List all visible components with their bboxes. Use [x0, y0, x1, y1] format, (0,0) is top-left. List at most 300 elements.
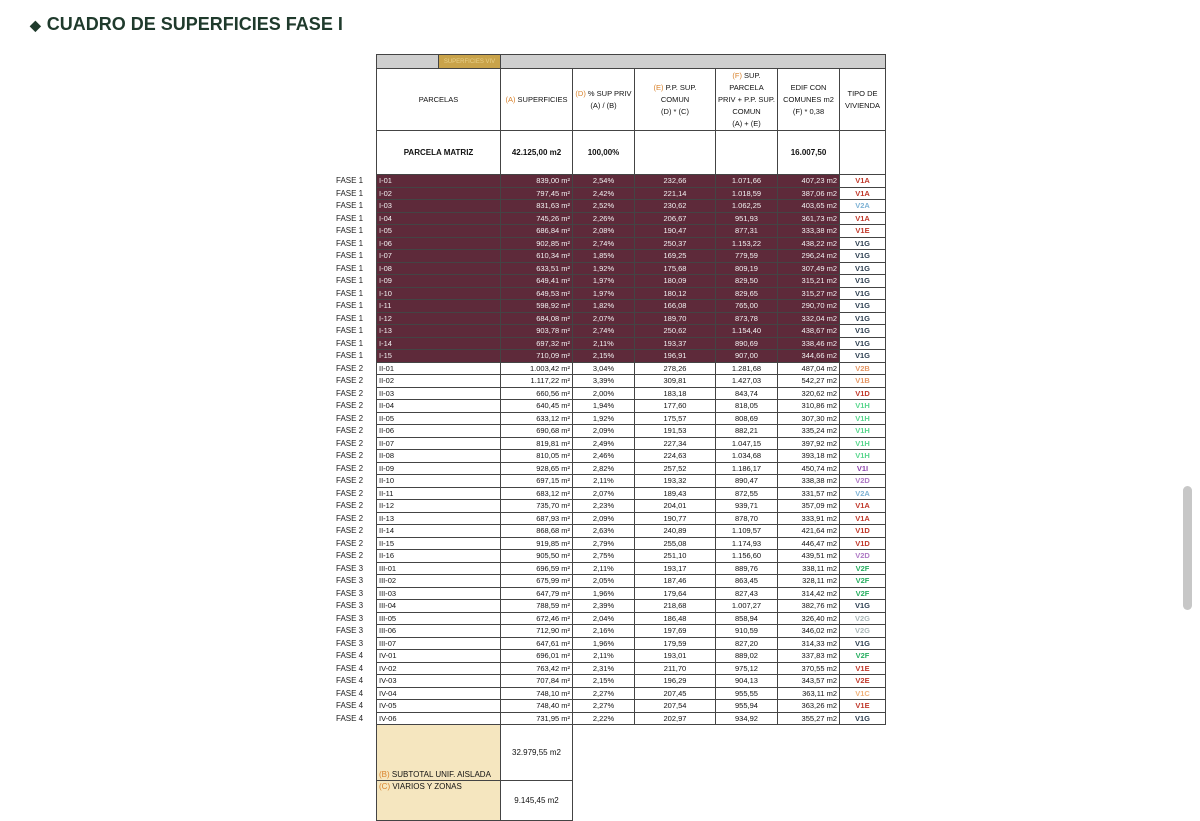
superficie-cell: 633,12 m²: [501, 412, 573, 425]
pct-cell: 2,26%: [573, 212, 635, 225]
superficie-cell: 905,50 m²: [501, 550, 573, 563]
tipo-cell: V2F: [840, 562, 886, 575]
total-cell: 1.281,68: [716, 362, 778, 375]
tipo-cell: V1A: [840, 512, 886, 525]
table-row: [377, 437, 886, 450]
total-cell: 955,55: [716, 687, 778, 700]
superficie-cell: 788,59 m²: [501, 600, 573, 613]
total-cell: 934,92: [716, 712, 778, 725]
pct-cell: 1,97%: [573, 275, 635, 288]
phase-label: FASE 4: [336, 651, 364, 660]
pp-cell: 251,10: [635, 550, 716, 563]
tipo-cell: V2F: [840, 650, 886, 663]
superficie-cell: 598,92 m²: [501, 300, 573, 313]
pct-cell: 2,74%: [573, 237, 635, 250]
total-cell: 765,00: [716, 300, 778, 313]
tipo-cell: V1A: [840, 187, 886, 200]
pct-cell: 2,42%: [573, 187, 635, 200]
total-cell: 1.156,60: [716, 550, 778, 563]
pp-cell: 278,26: [635, 362, 716, 375]
parcela-cell: I-03: [377, 200, 501, 213]
table-row: [377, 612, 886, 625]
tipo-cell: V1G: [840, 325, 886, 338]
tipo-cell: V1G: [840, 275, 886, 288]
superficie-cell: 649,41 m²: [501, 275, 573, 288]
superficie-cell: 660,56 m²: [501, 387, 573, 400]
table-row: [377, 687, 886, 700]
parcela-cell: III-07: [377, 637, 501, 650]
table-row: [377, 587, 886, 600]
total-cell: 1.018,59: [716, 187, 778, 200]
table-row: [377, 650, 886, 663]
superficie-cell: 745,26 m²: [501, 212, 573, 225]
pp-cell: 230,62: [635, 200, 716, 213]
table-row: [377, 675, 886, 688]
edif-cell: 421,64 m2: [778, 525, 840, 538]
subtotal-label: [377, 725, 501, 781]
pct-cell: 2,79%: [573, 537, 635, 550]
phase-label: FASE 1: [336, 226, 364, 235]
tipo-cell: V1G: [840, 312, 886, 325]
edif-cell: 363,11 m2: [778, 687, 840, 700]
total-cell: 1.427,03: [716, 375, 778, 388]
phase-label: FASE 2: [336, 538, 364, 548]
pct-cell: 2,31%: [573, 662, 635, 675]
pp-cell: 193,37: [635, 337, 716, 350]
pp-cell: 193,32: [635, 475, 716, 488]
phase-label: FASE 3: [336, 613, 364, 623]
phase-label: FASE 1: [336, 263, 364, 273]
superficie-cell: 735,70 m²: [501, 500, 573, 513]
header-row: [377, 69, 886, 131]
table-row: [377, 262, 886, 275]
pct-cell: 1,96%: [573, 637, 635, 650]
edif-cell: 446,47 m2: [778, 537, 840, 550]
superficie-cell: 712,90 m²: [501, 625, 573, 638]
pct-cell: 1,92%: [573, 412, 635, 425]
edif-cell: 542,27 m2: [778, 375, 840, 388]
edif-cell: 387,06 m2: [778, 187, 840, 200]
edif-cell: 331,57 m2: [778, 487, 840, 500]
table-row: [377, 312, 886, 325]
viarios-label: [377, 781, 501, 821]
table-row: [377, 212, 886, 225]
edif-cell: 337,83 m2: [778, 650, 840, 663]
superficie-cell: 687,93 m²: [501, 512, 573, 525]
pct-cell: 1,97%: [573, 287, 635, 300]
phase-label: FASE 1: [336, 201, 364, 210]
parcela-cell: I-09: [377, 275, 501, 288]
phase-label: FASE 1: [336, 176, 364, 185]
pp-cell: 169,25: [635, 250, 716, 263]
total-cell: 858,94: [716, 612, 778, 625]
edif-cell: 332,04 m2: [778, 312, 840, 325]
tipo-cell: V1G: [840, 300, 886, 313]
phase-label: FASE 2: [336, 388, 364, 398]
pp-cell: 218,68: [635, 600, 716, 613]
tipo-cell: V1H: [840, 425, 886, 438]
pct-cell: 2,74%: [573, 325, 635, 338]
pp-cell: 250,37: [635, 237, 716, 250]
total-cell: 827,43: [716, 587, 778, 600]
tipo-cell: V1G: [840, 237, 886, 250]
table-row: [377, 412, 886, 425]
phase-label: FASE 1: [336, 188, 364, 198]
total-cell: 1.153,22: [716, 237, 778, 250]
superficie-cell: 647,61 m²: [501, 637, 573, 650]
superficie-cell: 696,01 m²: [501, 650, 573, 663]
total-cell: 872,55: [716, 487, 778, 500]
phase-label: FASE 1: [336, 276, 364, 285]
edif-cell: 315,21 m2: [778, 275, 840, 288]
edif-cell: 314,42 m2: [778, 587, 840, 600]
matrix-superficie: 42.125,00 m2: [501, 131, 573, 175]
tipo-cell: V2A: [840, 200, 886, 213]
table-row: [377, 337, 886, 350]
total-cell: 939,71: [716, 500, 778, 513]
pct-cell: 1,82%: [573, 300, 635, 313]
phase-label: FASE 2: [336, 363, 364, 373]
phase-label: FASE 1: [336, 301, 364, 310]
edif-cell: 450,74 m2: [778, 462, 840, 475]
total-cell: 1.071,66: [716, 175, 778, 188]
total-cell: 910,59: [716, 625, 778, 638]
phase-label-column: [336, 175, 363, 725]
table-row: [377, 575, 886, 588]
superficie-cell: 919,85 m²: [501, 537, 573, 550]
superficie-cell: 902,85 m²: [501, 237, 573, 250]
table-row: [377, 325, 886, 338]
tipo-cell: V1G: [840, 337, 886, 350]
superficie-cell: 819,81 m²: [501, 437, 573, 450]
phase-label: FASE 1: [336, 338, 364, 348]
edif-cell: 315,27 m2: [778, 287, 840, 300]
viarios-text: VIARIOS Y ZONAS: [392, 782, 462, 791]
superficie-cell: 690,68 m²: [501, 425, 573, 438]
pct-cell: 2,11%: [573, 475, 635, 488]
parcela-cell: I-15: [377, 350, 501, 363]
tipo-cell: V1G: [840, 600, 886, 613]
pct-cell: 2,04%: [573, 612, 635, 625]
pct-cell: 2,11%: [573, 562, 635, 575]
pct-cell: 2,07%: [573, 312, 635, 325]
pp-cell: 193,01: [635, 650, 716, 663]
edif-cell: 335,24 m2: [778, 425, 840, 438]
table-row: [377, 525, 886, 538]
total-cell: 1.007,27: [716, 600, 778, 613]
edif-cell: 333,38 m2: [778, 225, 840, 238]
phase-label: FASE 1: [336, 313, 364, 323]
total-cell: 955,94: [716, 700, 778, 713]
edif-cell: 326,40 m2: [778, 612, 840, 625]
parcela-cell: I-08: [377, 262, 501, 275]
pp-cell: 196,29: [635, 675, 716, 688]
pp-cell: 190,77: [635, 512, 716, 525]
diamond-bullet-icon: ◆: [30, 17, 41, 33]
pp-cell: 180,09: [635, 275, 716, 288]
subtotal-text: SUBTOTAL UNIF. AISLADA: [391, 770, 491, 779]
edif-cell: 355,27 m2: [778, 712, 840, 725]
pct-cell: 1,85%: [573, 250, 635, 263]
tipo-cell: V2D: [840, 475, 886, 488]
edif-cell: 382,76 m2: [778, 600, 840, 613]
parcela-cell: I-14: [377, 337, 501, 350]
tipo-cell: V2F: [840, 575, 886, 588]
table-row: [377, 500, 886, 513]
total-cell: 1.034,68: [716, 450, 778, 463]
edif-cell: 407,23 m2: [778, 175, 840, 188]
pp-cell: 240,89: [635, 525, 716, 538]
table-row: [377, 200, 886, 213]
table-row: [377, 537, 886, 550]
superficie-cell: 748,10 m²: [501, 687, 573, 700]
total-cell: 829,50: [716, 275, 778, 288]
phase-label: FASE 4: [336, 713, 364, 723]
edif-cell: 314,33 m2: [778, 637, 840, 650]
edif-cell: 438,67 m2: [778, 325, 840, 338]
superficie-cell: 684,08 m²: [501, 312, 573, 325]
edif-cell: 344,66 m2: [778, 350, 840, 363]
phase-label: FASE 2: [336, 513, 364, 523]
phase-label: FASE 3: [336, 626, 364, 635]
parcela-cell: II-16: [377, 550, 501, 563]
tipo-cell: V1D: [840, 525, 886, 538]
parcela-cell: II-01: [377, 362, 501, 375]
total-cell: 808,69: [716, 412, 778, 425]
parcela-cell: III-04: [377, 600, 501, 613]
edif-cell: 320,62 m2: [778, 387, 840, 400]
pp-cell: 186,48: [635, 612, 716, 625]
parcela-cell: II-13: [377, 512, 501, 525]
superficie-cell: 868,68 m²: [501, 525, 573, 538]
pct-cell: 2,08%: [573, 225, 635, 238]
pp-cell: 221,14: [635, 187, 716, 200]
tipo-cell: V1C: [840, 687, 886, 700]
matrix-pct: 100,00%: [573, 131, 635, 175]
phase-label: FASE 2: [336, 526, 364, 535]
total-cell: 1.186,17: [716, 462, 778, 475]
parcela-cell: II-14: [377, 525, 501, 538]
table-row: [377, 375, 886, 388]
pp-cell: 190,47: [635, 225, 716, 238]
tipo-cell: V1E: [840, 225, 886, 238]
edif-cell: 307,30 m2: [778, 412, 840, 425]
tipo-cell: V1D: [840, 537, 886, 550]
table-row: [377, 662, 886, 675]
header-edif: EDIF CON COMUNES m2 (F) * 0,38: [778, 69, 840, 131]
pp-cell: 179,59: [635, 637, 716, 650]
total-cell: 907,00: [716, 350, 778, 363]
edif-cell: 343,57 m2: [778, 675, 840, 688]
superficies-viv-band: SUPERFICIES VIV: [439, 55, 501, 69]
phase-label: FASE 1: [336, 213, 364, 223]
phase-label: FASE 1: [336, 351, 364, 360]
superficie-cell: 633,51 m²: [501, 262, 573, 275]
edif-cell: 338,46 m2: [778, 337, 840, 350]
phase-label: FASE 3: [336, 588, 364, 598]
parcela-cell: II-02: [377, 375, 501, 388]
phase-label: FASE 4: [336, 663, 364, 673]
table-row: [377, 487, 886, 500]
superficie-cell: 903,78 m²: [501, 325, 573, 338]
table-row: [377, 175, 886, 188]
edif-cell: 363,26 m2: [778, 700, 840, 713]
parcela-cell: I-07: [377, 250, 501, 263]
table-row: [377, 187, 886, 200]
total-cell: 882,21: [716, 425, 778, 438]
subtotal-row: [377, 725, 886, 781]
superficie-cell: 1.003,42 m²: [501, 362, 573, 375]
edif-cell: 393,18 m2: [778, 450, 840, 463]
pct-cell: 2,63%: [573, 525, 635, 538]
superficie-cell: 675,99 m²: [501, 575, 573, 588]
table-row: [377, 475, 886, 488]
pp-cell: 207,54: [635, 700, 716, 713]
header-pct-sup-priv: (D) % SUP PRIV (A) / (B): [573, 69, 635, 131]
pp-cell: 166,08: [635, 300, 716, 313]
phase-label: FASE 2: [336, 426, 364, 435]
superficie-cell: 928,65 m²: [501, 462, 573, 475]
table-row: [377, 637, 886, 650]
edif-cell: 361,73 m2: [778, 212, 840, 225]
parcela-cell: III-05: [377, 612, 501, 625]
edif-cell: 333,91 m2: [778, 512, 840, 525]
parcela-cell: I-11: [377, 300, 501, 313]
tipo-cell: V1G: [840, 712, 886, 725]
phase-label: FASE 2: [336, 438, 364, 448]
parcela-cell: II-12: [377, 500, 501, 513]
superficie-cell: 640,45 m²: [501, 400, 573, 413]
pct-cell: 1,96%: [573, 587, 635, 600]
pct-cell: 2,52%: [573, 200, 635, 213]
tipo-cell: V1A: [840, 500, 886, 513]
pct-cell: 2,46%: [573, 450, 635, 463]
viarios-row: [377, 781, 886, 821]
edif-cell: 338,38 m2: [778, 475, 840, 488]
tipo-cell: V1A: [840, 175, 886, 188]
superficies-table: [376, 54, 886, 821]
parcela-cell: II-11: [377, 487, 501, 500]
edif-cell: 346,02 m2: [778, 625, 840, 638]
total-cell: 890,69: [716, 337, 778, 350]
phase-label: FASE 4: [336, 676, 364, 685]
tipo-cell: V1H: [840, 450, 886, 463]
pp-cell: 175,57: [635, 412, 716, 425]
page-title-text: CUADRO DE SUPERFICIES FASE I: [46, 14, 343, 34]
header-tipo: TIPO DE VIVIENDA: [840, 69, 886, 131]
parcela-cell: II-06: [377, 425, 501, 438]
table-row: [377, 400, 886, 413]
pct-cell: 2,00%: [573, 387, 635, 400]
phase-label: FASE 2: [336, 501, 364, 510]
pp-cell: 255,08: [635, 537, 716, 550]
edif-cell: 296,24 m2: [778, 250, 840, 263]
parcela-cell: II-09: [377, 462, 501, 475]
phase-label: FASE 1: [336, 288, 364, 298]
superficie-cell: 797,45 m²: [501, 187, 573, 200]
header-parcelas: PARCELAS: [377, 69, 501, 131]
tipo-cell: V1B: [840, 375, 886, 388]
subtotal-value: 32.979,55 m2: [501, 725, 573, 781]
tipo-cell: V1A: [840, 212, 886, 225]
tipo-cell: V2E: [840, 675, 886, 688]
pct-cell: 3,04%: [573, 362, 635, 375]
page-title: [30, 14, 343, 35]
phase-label: FASE 4: [336, 701, 364, 710]
pp-cell: 191,53: [635, 425, 716, 438]
vertical-scrollbar[interactable]: [1183, 486, 1192, 610]
total-cell: 904,13: [716, 675, 778, 688]
tipo-cell: V2B: [840, 362, 886, 375]
total-cell: 890,47: [716, 475, 778, 488]
parcela-cell: I-13: [377, 325, 501, 338]
parcela-cell: I-10: [377, 287, 501, 300]
pct-cell: 1,92%: [573, 262, 635, 275]
total-cell: 975,12: [716, 662, 778, 675]
superficie-cell: 810,05 m²: [501, 450, 573, 463]
superficie-cell: 731,95 m²: [501, 712, 573, 725]
phase-label: FASE 2: [336, 413, 364, 423]
phase-label: FASE 4: [336, 688, 364, 698]
pct-cell: 2,75%: [573, 550, 635, 563]
superficie-cell: 647,79 m²: [501, 587, 573, 600]
parcela-cell: IV-04: [377, 687, 501, 700]
total-cell: 1.154,40: [716, 325, 778, 338]
phase-label: FASE 2: [336, 463, 364, 473]
parcela-cell: II-15: [377, 537, 501, 550]
tipo-cell: V1G: [840, 262, 886, 275]
phase-label: FASE 2: [336, 551, 364, 560]
pct-cell: 2,09%: [573, 512, 635, 525]
pp-cell: 187,46: [635, 575, 716, 588]
edif-cell: 310,86 m2: [778, 400, 840, 413]
matrix-label: PARCELA MATRIZ: [377, 131, 501, 175]
tipo-cell: V1G: [840, 350, 886, 363]
tipo-cell: V2A: [840, 487, 886, 500]
tipo-cell: V1G: [840, 287, 886, 300]
pct-cell: 2,22%: [573, 712, 635, 725]
pp-cell: 197,69: [635, 625, 716, 638]
pct-cell: 2,16%: [573, 625, 635, 638]
parcela-cell: III-01: [377, 562, 501, 575]
pp-cell: 193,17: [635, 562, 716, 575]
pct-cell: 2,39%: [573, 600, 635, 613]
total-cell: 889,02: [716, 650, 778, 663]
parcela-cell: I-12: [377, 312, 501, 325]
pp-cell: 257,52: [635, 462, 716, 475]
pct-cell: 2,54%: [573, 175, 635, 188]
total-cell: 1.174,93: [716, 537, 778, 550]
tipo-cell: V2F: [840, 587, 886, 600]
pct-cell: 1,94%: [573, 400, 635, 413]
pp-cell: 206,67: [635, 212, 716, 225]
phase-label: FASE 2: [336, 451, 364, 460]
total-cell: 878,70: [716, 512, 778, 525]
total-cell: 951,93: [716, 212, 778, 225]
superficie-cell: 710,09 m²: [501, 350, 573, 363]
viarios-code: (C): [379, 782, 391, 791]
superficie-cell: 686,84 m²: [501, 225, 573, 238]
parcela-cell: II-08: [377, 450, 501, 463]
pp-cell: 196,91: [635, 350, 716, 363]
total-cell: 843,74: [716, 387, 778, 400]
parcela-cell: III-06: [377, 625, 501, 638]
phase-label: FASE 3: [336, 576, 364, 585]
superficie-cell: 763,42 m²: [501, 662, 573, 675]
pp-cell: 227,34: [635, 437, 716, 450]
subtotal-code: (B): [379, 770, 390, 779]
table-row: [377, 225, 886, 238]
